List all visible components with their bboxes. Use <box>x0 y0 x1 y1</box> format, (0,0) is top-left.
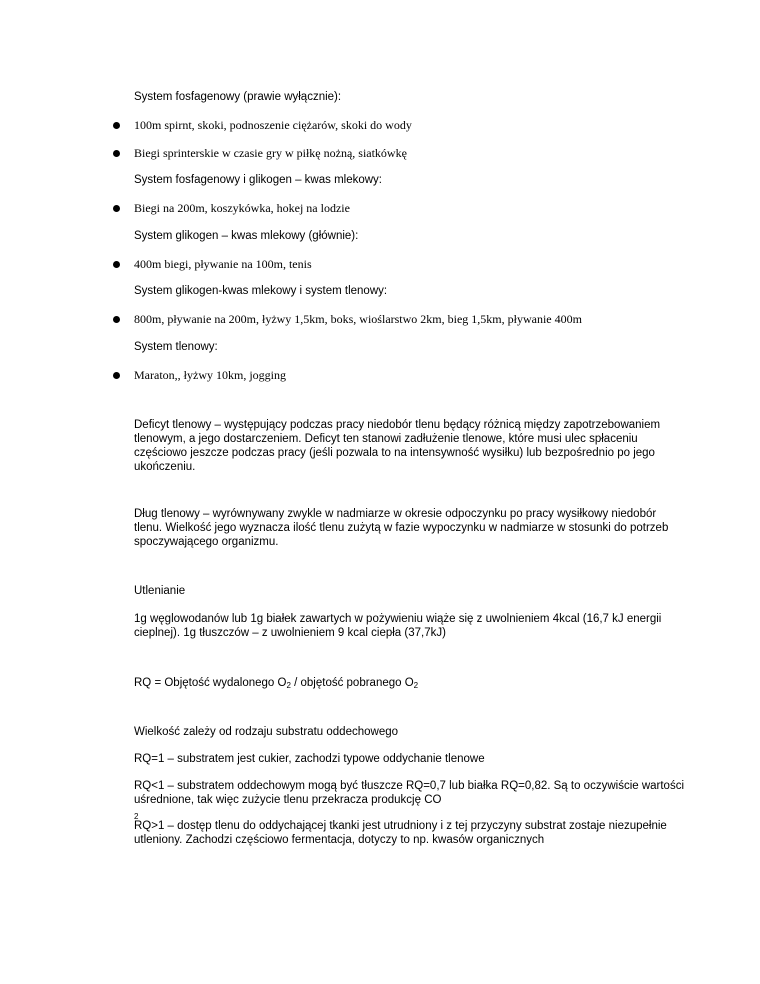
rq-gt1-paragraph: RQ>1 – dostęp tlenu do oddychającej tkanki jest utrudniony i z tej przyczyny substrat zostaje niezupełnie utleniony. Zachodzi częściowo fermentacja, dotyczy to np. kwasów organicznych <box>134 820 667 846</box>
list-item: 100m spirnt, skoki, podnoszenie ciężarów, skoki do wody <box>134 118 412 132</box>
bullet-icon <box>113 122 120 129</box>
list-item: 400m biegi, pływanie na 100m, tenis <box>134 257 312 271</box>
rq-eq1-line: RQ=1 – substratem jest cukier, zachodzi typowe oddychanie tlenowe <box>134 753 485 765</box>
utlenianie-title: Utlenianie <box>134 585 186 597</box>
list-item: Maraton,, łyżwy 10km, jogging <box>134 368 286 382</box>
rq-formula: RQ = Objętość wydalonego $O_2$ / objętość pobranego $O_2$ <box>134 677 419 690</box>
dlug-paragraph: Dług tlenowy – wyrównywany zwykle w nadmiarze w okresie odpoczynku po pracy wysiłkowy niedobór tlenu. Wielkość jego wyznacza ilość tlenu zużytą w fazie wypoczynku w nadmiarze w stosunki do potrzeb spoczywającego organizmu. <box>134 508 669 548</box>
bullet-icon <box>113 150 120 157</box>
rq-lt1-paragraph: RQ<1 – substratem oddechowym mogą być tłuszcze RQ=0,7 lub białka RQ=0,82. Są to oczywiście wartości uśrednione, tak więc zużycie tlenu przekracza produkcję CO $_2$ <box>134 780 685 821</box>
section-heading: System fosfagenowy i glikogen – kwas mlekowy: <box>134 174 382 186</box>
list-item: Biegi sprinterskie w czasie gry w piłkę nożną, siatkówkę <box>134 146 407 160</box>
section-heading: System tlenowy: <box>134 341 218 353</box>
bullet-icon <box>113 316 120 323</box>
section-heading: System fosfagenowy (prawie wyłącznie): <box>134 91 342 103</box>
list-item: 800m, pływanie na 200m, łyżwy 1,5km, boks, wioślarstwo 2km, bieg 1,5km, pływanie 400m <box>134 312 582 326</box>
bullet-icon <box>113 261 120 268</box>
deficyt-paragraph: Deficyt tlenowy – występujący podczas pracy niedobór tlenu będący różnicą między zapotrzebowaniem tlenowym, a jego dostarczeniem. Deficyt ten stanowi zadłużenie tlenowe, które musi ulec spłaceniu częściowo jeszcze podczas pracy (jeśli pozwala to na intensywność wysiłku) lub bezpośrednio po jego ukończeniu. <box>134 419 661 473</box>
section-heading: System glikogen – kwas mlekowy (głównie): <box>134 230 359 242</box>
section-heading: System glikogen-kwas mlekowy i system tlenowy: <box>134 285 388 297</box>
wielkosc-line: Wielkość zależy od rodzaju substratu oddechowego <box>134 726 399 738</box>
bullet-icon <box>113 205 120 212</box>
utlenianie-paragraph: 1g węglowodanów lub 1g białek zawartych w pożywieniu wiąże się z uwolnieniem 4kcal (16,7 kJ energii cieplnej). 1g tłuszczów – z uwolnieniem 9 kcal ciepła (37,7kJ) <box>134 613 662 639</box>
bullet-icon <box>113 372 120 379</box>
list-item: Biegi na 200m, koszykówka, hokej na lodzie <box>134 201 350 215</box>
